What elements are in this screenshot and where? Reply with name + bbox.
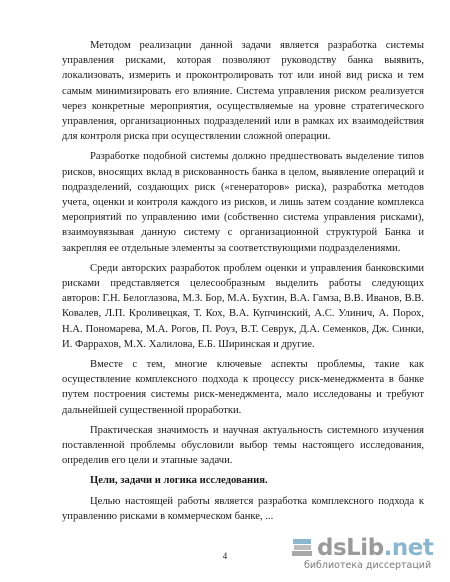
watermark [290, 536, 440, 576]
page-number: 4 [222, 551, 228, 561]
watermark-logo-main: dsLib [317, 535, 384, 561]
paragraph-system-development: Разработке подобной системы должно предшествовать выделение типов рисков, вносящих вклад в рискованность банка в целом, выявление операций и подразделений, создающих риск («генераторов» риска), разработка методов учета, оценки и контроля каждого из рисков, и лишь затем создание комплекса мероприятий по управлению ими (собственно система управления рисками), взаимоувязывая данную систему с организационной структурой Банка и закрепляя ее отдельные элементы за соответствующими подразделениями. [62, 151, 424, 254]
paragraph-authors: Среди авторских разработок проблем оценки и управления банковскими рисками представляется целесообразным выделить работы следующих авторов: Г.Н. Белоглазова, М.З. Бор, М.А. Бухтин, В.А. Гамза, В.В. Иванов, В.В. Ковалев, Л.П. Кроливецкая, Т. Кох, В.А. Купчинский, А.С. Улинич, А. Порох, Н.А. Пономарева, М.А. Рогов, П. Роуз, В.Т. Севрук, Д.А. Семенков, Дж. Синки, И. Фаррахов, М.Х. Халилова, Е.Б. Ширинская и другие. [62, 262, 424, 350]
paragraph-significance: Практическая значимость и научная актуальность системного изучения поставленной проблемы обусловили выбор темы настоящего исследования, определив его цели и этапные задачи. [62, 424, 424, 467]
book-stack-icon [290, 537, 314, 559]
watermark-logo [290, 536, 440, 560]
watermark-caption: библиотека диссертаций [304, 560, 432, 571]
watermark-logo-tld: .net [383, 535, 434, 561]
paragraph-method: Методом реализации данной задачи является разработка системы управления рисками, которая позволяют руководству банка выявить, локализовать, измерить и проконтролировать тот или иной вид риска и тем самым минимизировать его влияние. Система управления риском реализуется через конкретные мероприятия, осуществляемые на уровне стратегического управления, организационных подразделений или в рамках их взаимодействия для контроля риска при осуществлении сложной операции. [62, 40, 424, 143]
body-text [62, 38, 424, 524]
paragraph-goal: Целью настоящей работы является разработка комплексного подхода к управлению рисками в коммерческом банке, ... [62, 495, 424, 522]
paragraph-key-aspects: Вместе с тем, многие ключевые аспекты проблемы, такие как осуществление комплексного подхода к процессу риск-менеджмента в банке путем построения системы риск-менеджмента, мало исследованы и требуют дальнейшей существенной проработки. [62, 359, 424, 416]
section-heading: Цели, задачи и логика исследования. [90, 475, 268, 487]
